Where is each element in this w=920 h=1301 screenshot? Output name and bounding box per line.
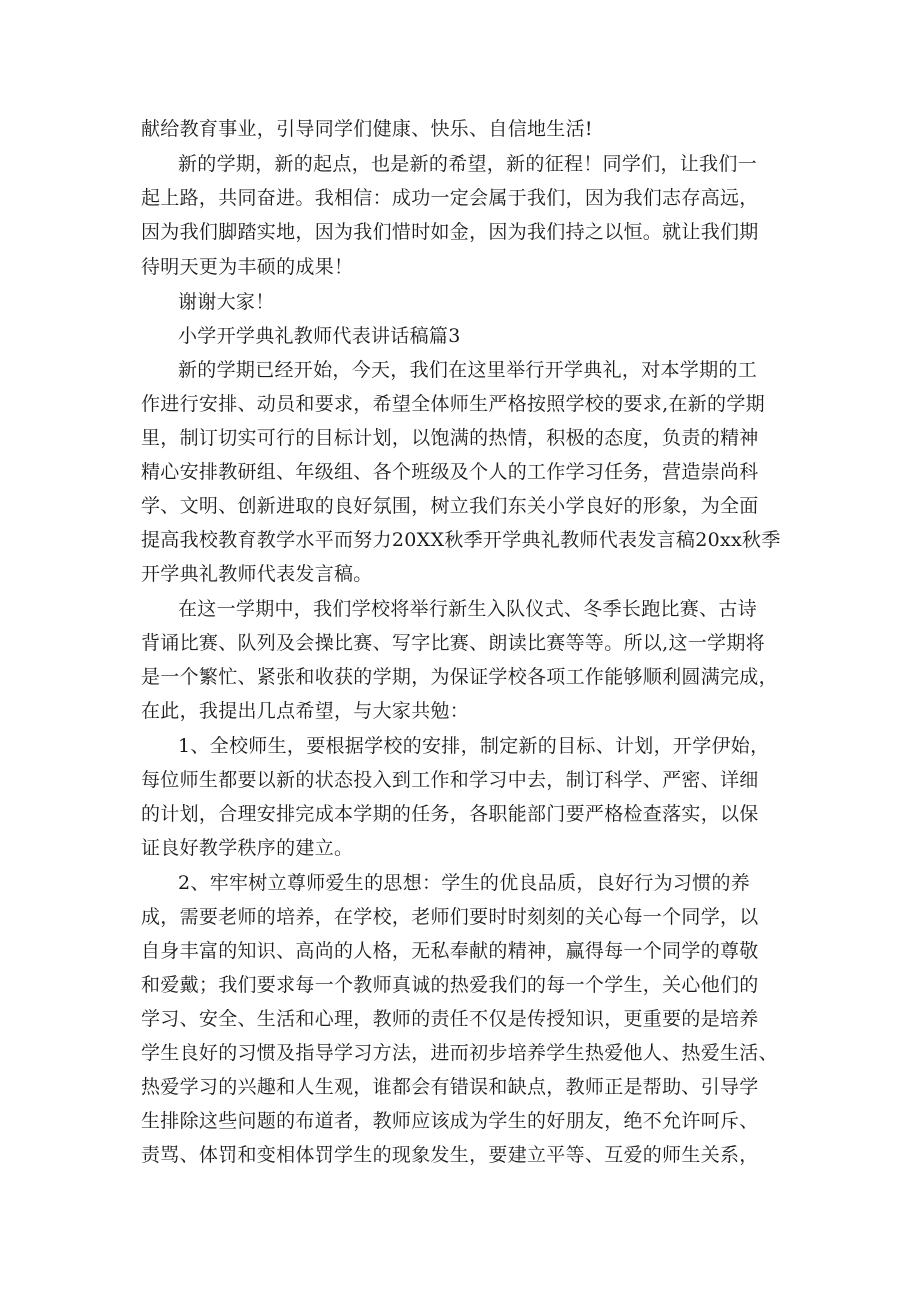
section-title: 小学开学典礼教师代表讲话稿篇3	[178, 325, 461, 347]
paragraph-start-line: 谢谢大家！	[178, 291, 275, 313]
text-line: 是一个繁忙、紧张和收获的学期，为保证学校各项工作能够顺利圆满完成，	[141, 666, 778, 688]
text-line: 热爱学习的兴趣和人生观，谁都会有错误和缺点，教师正是帮助、引导学	[141, 1076, 759, 1098]
text-line: 成，需要老师的培养，在学校，老师们要时时刻刻的关心每一个同学，以	[141, 906, 759, 928]
paragraph-start-line: 新的学期，新的起点，也是新的希望，新的征程！同学们，让我们一	[178, 153, 758, 175]
text-line: 里，制订切实可行的目标计划，以饱满的热情，积极的态度，负责的精神	[141, 427, 759, 449]
text-line: 责骂、体罚和变相体罚学生的现象发生，要建立平等、互爱的师生关系，	[141, 1144, 759, 1166]
text-line: 精心安排教研组、年级组、各个班级及个人的工作学习任务，营造崇尚科	[141, 461, 759, 483]
paragraph-start-line: 新的学期已经开始，今天，我们在这里举行开学典礼，对本学期的工	[178, 359, 758, 381]
text-line: 提高我校教育教学水平而努力20XX秋季开学典礼教师代表发言稿20xx秋季	[141, 529, 781, 551]
text-line: 每位师生都要以新的状态投入到工作和学习中去，制订科学、严密、详细	[141, 769, 759, 791]
text-line: 生排除这些问题的布道者，教师应该成为学生的好朋友，绝不允许呵斥、	[141, 1110, 759, 1132]
paragraph-start-line: 1、全校师生，要根据学校的安排，制定新的目标、计划，开学伊始，	[178, 735, 770, 757]
text-line: 作进行安排、动员和要求，希望全体师生严格按照学校的要求,在新的学期	[141, 393, 765, 415]
text-line: 学习、安全、生活和心理，教师的责任不仅是传授知识，更重要的是培养	[141, 1008, 759, 1030]
text-line: 因为我们脚踏实地，因为我们惜时如金，因为我们持之以恒。就让我们期	[141, 221, 759, 243]
text-line: 自身丰富的知识、高尚的人格，无私奉献的精神，赢得每一个同学的尊敬	[141, 940, 759, 962]
paragraph-start-line: 2、牢牢树立尊师爱生的思想：学生的优良品质，良好行为习惯的养	[178, 872, 751, 894]
text-line: 证良好教学秩序的建立。	[141, 837, 354, 859]
text-line: 学、文明、创新进取的良好氛围，树立我们东关小学良好的形象，为全面	[141, 495, 759, 517]
text-line: 背诵比赛、队列及会操比赛、写字比赛、朗读比赛等等。所以,这一学期将	[141, 632, 765, 654]
text-line: 的计划，合理安排完成本学期的任务，各职能部门要严格检查落实，以保	[141, 803, 759, 825]
text-line: 和爱戴；我们要求每一个教师真诚的热爱我们的每一个学生，关心他们的	[141, 974, 759, 996]
text-line: 开学典礼教师代表发言稿。	[141, 563, 373, 585]
text-line: 学生良好的习惯及指导学习方法，进而初步培养学生热爱他人、热爱生活、	[141, 1042, 778, 1064]
text-line: 起上路，共同奋进。我相信：成功一定会属于我们，因为我们志存高远，	[141, 187, 759, 209]
paragraph-start-line: 在这一学期中，我们学校将举行新生入队仪式、冬季长跑比赛、古诗	[178, 598, 758, 620]
text-line: 在此，我提出几点希望，与大家共勉：	[141, 700, 470, 722]
text-line: 献给教育事业，引导同学们健康、快乐、自信地生活!	[141, 118, 593, 140]
text-line: 待明天更为丰硕的成果！	[141, 256, 354, 278]
